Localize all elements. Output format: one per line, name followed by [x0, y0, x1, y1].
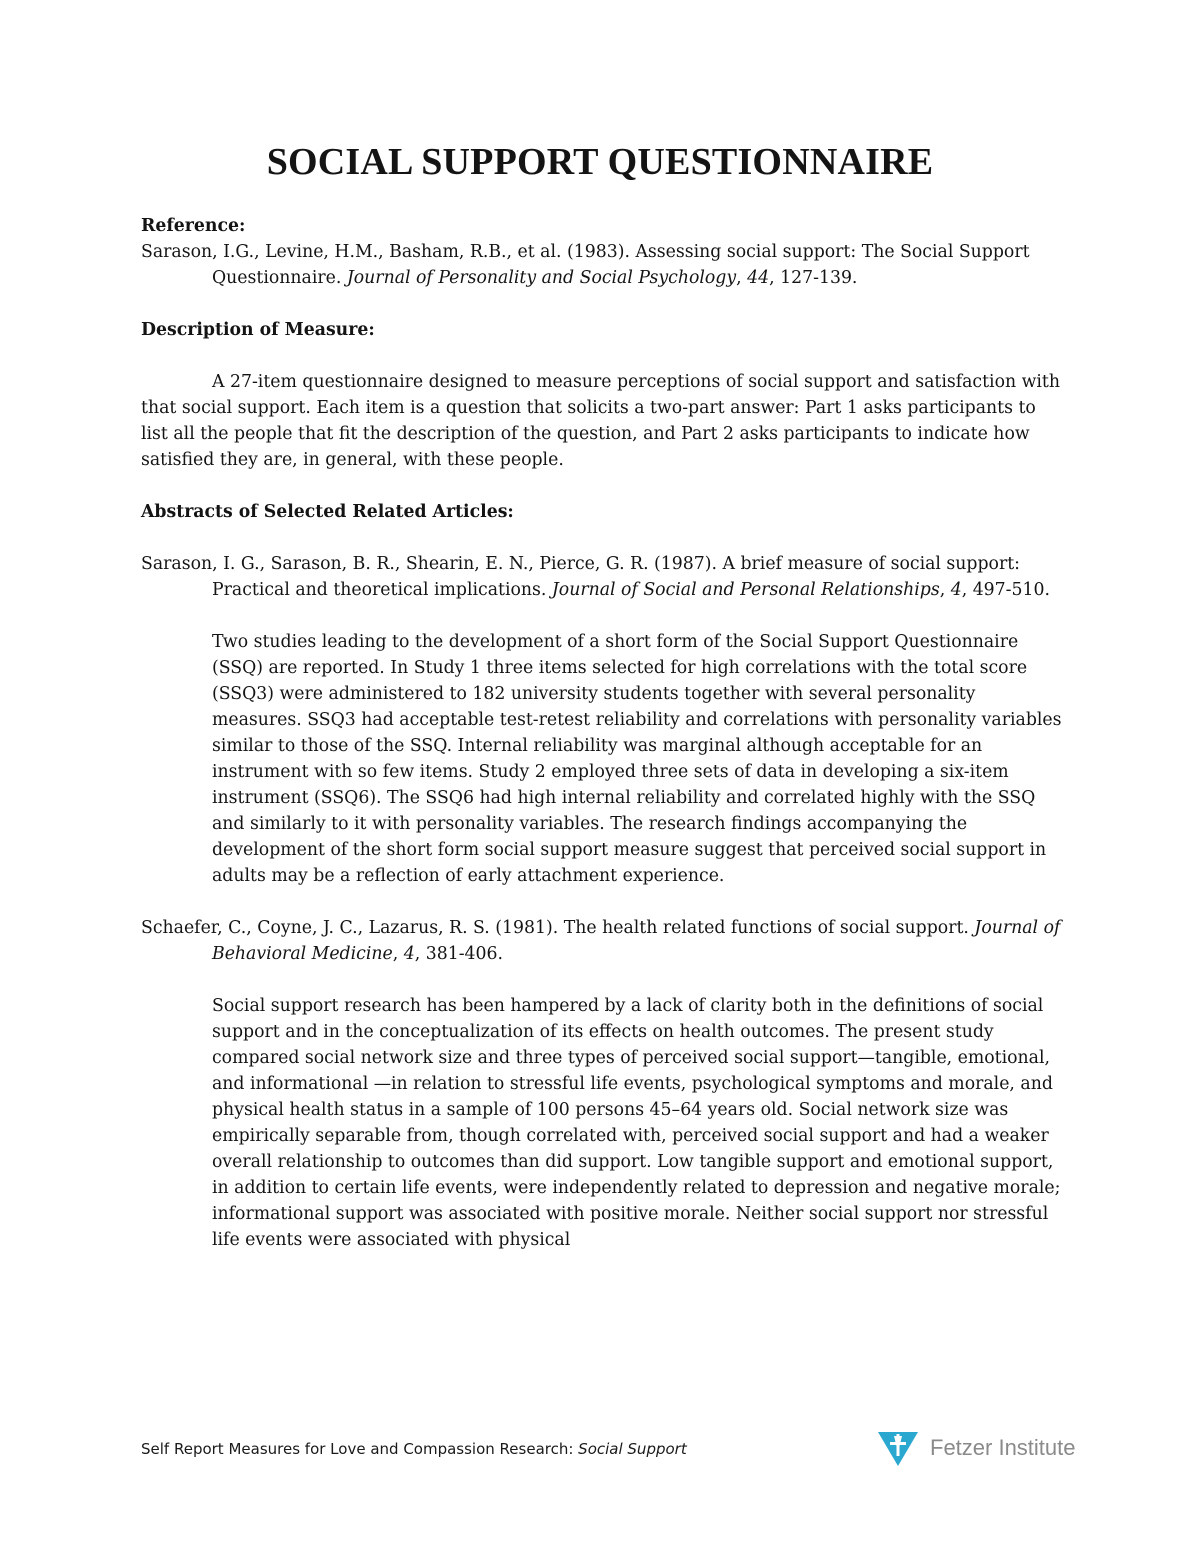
article-citation-text: Schaefer, C., Coyne, J. C., Lazarus, R. S. (1981). The health related functions of social support. [141, 918, 975, 938]
footer-text: Self Report Measures for Love and Compassion Research: [141, 1440, 579, 1458]
reference-citation-text: Sarason, I.G., Levine, H.M., Basham, R.B., et al. (1983). Assessing social support: The Social Support Questionnaire. [141, 242, 1030, 288]
logo-text: Fetzer Institute [930, 1435, 1076, 1460]
article-citation-text: Sarason, I. G., Sarason, B. R., Shearin, E. N., Pierce, G. R. (1987). A brief measure of social support: Practical and theoretical implications. [141, 554, 1020, 600]
article-journal: Journal of Social and Personal Relationships [551, 580, 940, 600]
footer-topic: Social Support [578, 1440, 687, 1458]
article-separator: , [392, 944, 404, 964]
page-title: SOCIAL SUPPORT QUESTIONNAIRE [266, 141, 934, 183]
abstracts-heading: Abstracts of Selected Related Articles: [141, 502, 514, 522]
fetzer-logo [876, 1428, 1096, 1468]
article-pages: , 381-406. [414, 944, 504, 964]
fetzer-mark-icon [876, 1428, 920, 1468]
article-volume: 4 [403, 944, 415, 964]
article-citation [141, 551, 1066, 603]
document-body [141, 213, 1066, 1253]
article-volume: 4 [950, 580, 962, 600]
article-journal: Journal of Behavioral Medicine [212, 918, 1061, 964]
reference-journal: Journal of Personality and Social Psychology [346, 268, 737, 288]
description-heading: Description of Measure: [141, 320, 375, 340]
reference-heading: Reference: [141, 216, 246, 236]
article-citation [141, 915, 1066, 967]
reference-volume: 44 [747, 268, 770, 288]
reference-separator: , [736, 268, 748, 288]
page-footer [141, 1439, 687, 1459]
article-pages: , 497-510. [961, 580, 1050, 600]
article-separator: , [939, 580, 951, 600]
description-text: A 27-item questionnaire designed to measure perceptions of social support and satisfaction with that social support. Each item is a question that solicits a two-part answer: Part 1 asks participants to list all the people that fit the description of the question, and Part 2 asks participants to indicate how satisfied they are, in general, with these people. [141, 372, 1060, 470]
article-abstract: Social support research has been hampered by a lack of clarity both in the definitions of social support and in the conceptualization of its effects on health outcomes. The present study compared social network size and three types of perceived social support—tangible, emotional, and informational —in relation to stressful life events, psychological symptoms and morale, and physical health status in a sample of 100 persons 45–64 years old. Social network size was empirically separable from, though correlated with, perceived social support and had a weaker overall relationship to outcomes than did support. Low tangible support and emotional support, in addition to certain life events, were independently related to depression and negative morale; informational support was associated with positive morale. Neither social support nor stressful life events were associated with physical [212, 996, 1061, 1250]
reference-citation [141, 239, 1066, 291]
article-abstract: Two studies leading to the development of a short form of the Social Support Questionnaire (SSQ) are reported. In Study 1 three items selected for high correlations with the total score (SSQ3) were administered to 182 university students together with several personality measures. SSQ3 had acceptable test-retest reliability and correlations with personality variables similar to those of the SSQ. Internal reliability was marginal although acceptable for an instrument with so few items. Study 2 employed three sets of data in developing a six-item instrument (SSQ6). The SSQ6 had high internal reliability and correlated highly with the SSQ and similarly to it with personality variables. The research findings accompanying the development of the short form social support measure suggest that perceived social support in adults may be a reflection of early attachment experience. [212, 632, 1062, 886]
reference-pages: , 127-139. [769, 268, 858, 288]
